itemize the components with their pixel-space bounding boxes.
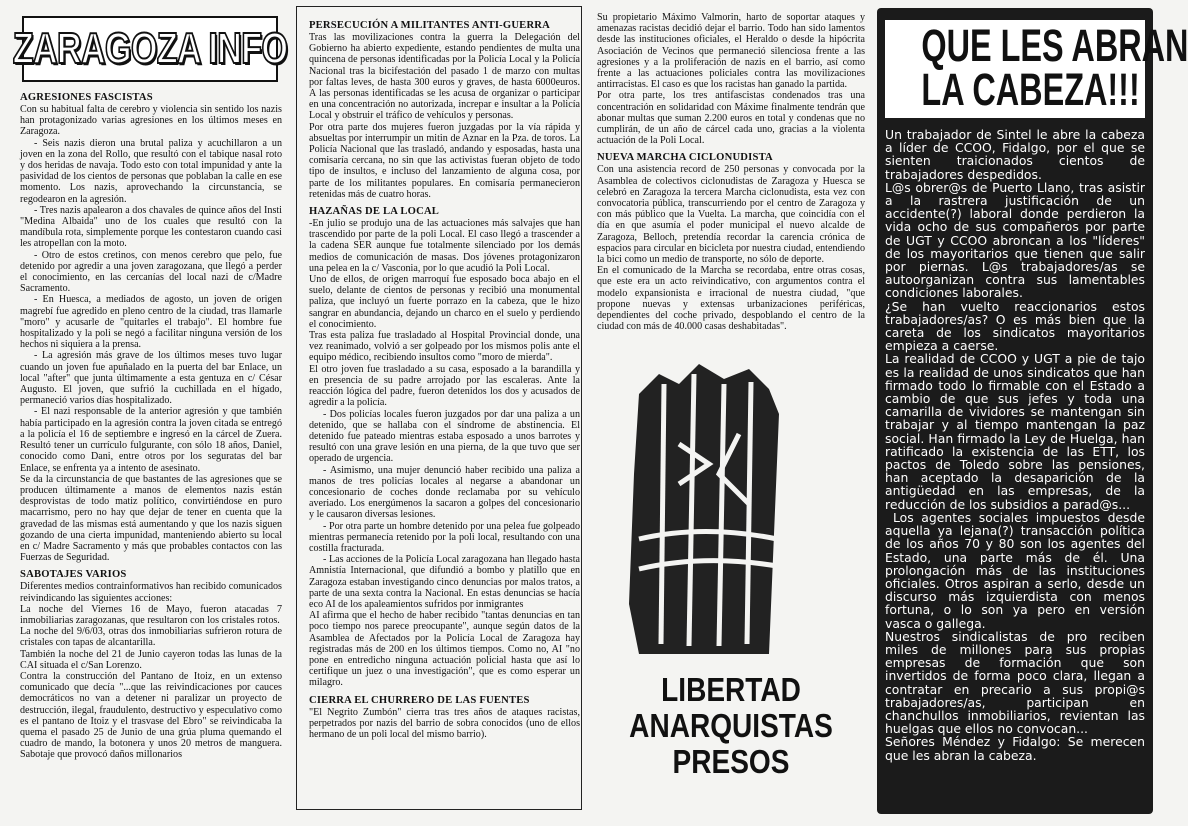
article-paragraph: - Tres nazis apalearon a dos chavales de quince años del Insti "Medina Albaida" uno de los cuales que resultó con la mandíbula rota, simplemente porque les contestaron cuando casi les atropellan con la moto. [20,204,282,250]
article-paragraph: - Otro de estos cretinos, con menos cerebro que pelo, fue detenido por agredir a una joven zaragozana, que llegó a perder el conocimiento, en las cercanías del local nazi de c/Madre Sacramento. [20,249,282,295]
article-paragraph: Tras las movilizaciones contra la guerra la Delegación del Gobierno ha abierto expediente, estando pendientes de multa una quincena de personas identificadas por la Policía Local y la Policía Nacional tras la bicifestación del pasado 1 de marzo con multas por faltas leves, de hasta 300 euros y graves, de hasta 6000euros. A las personas identificadas se les acusa de organizar o participar en una concentración no autorizada, increpar e insultar a la Policía Local y obstruir el tráfico de vehículos y personas. [309,32,580,122]
article-paragraph: - El nazi responsable de la anterior agresión y que también había participado en la agresión contra la joven citada se entregó a la policía el 16 de septiembre e ingresó en la cárcel de Zuera. Resultó tener un currículo fulgurante, con sólo 18 años, Daniel, conocido como Dani, entre otros por los seguratas del bar Enlace, se enfrenta ya a intento de asesinato. [20,406,282,474]
opinion-title-line-2: LA CABEZA!!! [921,64,1140,115]
column-right-body [597,12,865,332]
article-paragraph: - La agresión más grave de los últimos meses tuvo lugar cuando un joven fue apuñalado en la puerta del bar Enlace, un local "after" que junta últimamente a esta gentuza en c/ César Augusto. El joven, que sufrió la cuchillada en el hígado, permaneció varios días hospitalizado. [20,350,282,407]
article-paragraph: Por otra parte dos mujeres fueron juzgadas por la vía rápida y absueltas por interrumpir un mitin de Aznar en la Pza. de toros. La Policía Nacional que las trasladó, andando y esposadas, hasta una comisaría cercana, no sin que las activistas fueran objeto de todo tipo de insultos, e incluso del lanzamiento de alguna cosa, por parte de los militantes populares. En comisaría permanecieron retenidas más de cuatro horas. [309,121,580,200]
column-right-text [593,0,871,826]
section-heading: PERSECUCIÓN A MILITANTES ANTI-GUERRA [309,20,550,31]
masthead [12,16,288,82]
article-paragraph: - En Huesca, a mediados de agosto, un joven de origen magrebí fue agredido en pleno centro de la ciudad, tras llamarle "moro" y acusarle de "quitarles el trabajo". El hombre fue hospitalizado y la poli se negó a facilitar ninguna versión de los hechos ni siquiera a la prensa. [20,294,282,351]
article-paragraph: Con una asistencia record de 250 personas y convocada por la Asamblea de colectivos ciclonudistas de Zaragoza y Huesca se celebró en Zaragoza la tercera Marcha ciclonudista, esta vez con convocatoria pública, transcurriendo por el centro de Zaragoza y con más público que la Vuelta. La marcha, que coincidía con el día en que asumía el poder municipal el nuevo alcalde de Zaragoza, Belloch, pretendía recordar la carencia crónica de espacios para circular en bicicleta por nuestra ciudad, entendiendo la bici como un medio de transporte, no sólo de deporte. [597,164,865,266]
article-paragraph: Contra la construcción del Pantano de Itoiz, en un extenso comunicado que decía "...que las reivindicaciones por cauces democráticos no van a detener ni paralizar un proyecto de destrucción, ilegal, fraudulento, destructivo y especulativo como es el pantano de Itoiz y el trasvase del Ebro" se reivindicaba la quema el pasado 25 de Junio de una grúa pluma quemando el cuadro de mando, la botonera y unos 20 metros de manguera. Sabotaje que provocó daños millonarios [20,670,282,761]
article-paragraph: "El Negrito Zumbón" cierra tras tres años de ataques racistas, perpetrados por nazis del barrio de sobra conocidos (uno de ellos hermano de un poli local del mismo barrio). [309,706,580,740]
section-heading: AGRESIONES FASCISTAS [20,92,153,103]
masthead-title: ZARAGOZA INFO [12,24,288,73]
article-paragraph: - Seis nazis dieron una brutal paliza y acuchillaron a un joven en la zona del Rollo, que resultó con el tabique nasal roto y dos heridas de navaja. Todo esto con total impunidad y ante la pasividad de los cientos de personas que poblaban la calle en ese momento. Los nazis, aprovechando la circunstancia, se regodearon en la agresión. [20,137,282,205]
article-paragraph: AI afirma que el hecho de haber recibido "tantas denuncias en tan poco tiempo nos parece preocupante", aunque según datos de la Asamblea de Afectados por la Policía Local de Zaragoza hay registradas más de 200 en los últimos tiempos. Como no, AI "no pone en entredicho ninguna actuación policial hasta que así lo certifique un juez o una investigación", que es como esperar un milagro. [309,610,580,689]
article-paragraph: Uno de ellos, de origen marroquí fue esposado boca abajo en el suelo, delante de cientos de personas y recibió una monumental paliza, que incluyó un fuerte porrazo en la cabeza, que le hizo sangrar en abundancia, dejando un charco en el suelo y perdiendo el conocimiento. [309,274,580,330]
article-paragraph: El otro joven fue trasladado a su casa, esposado a la barandilla y en presencia de su padre arrojado por las escaleras. Ante la reacción lógica del padre, fueron detenidos los dos y acusados de agredir a la policía. [309,363,580,409]
column-left [0,0,290,826]
opinion-paragraph: Un trabajador de Sintel le abre la cabeza a líder de CCOO, Fidalgo, por el que se sienten traicionados cientos de trabajadores despedidos. [885,127,1145,182]
article-paragraph: Tras esta paliza fue trasladado al Hospital Provincial donde, una vez reanimado, volvió a ser golpeado por los mismos polis ante el equipo médico, recibiendo insultos como "moro de mierda". [309,330,580,364]
article-paragraph: Por otra parte, los tres antifascistas condenados tras una concentración en solidaridad con Máxime finalmente tendrán que abonar multas que suman 2.200 euros en total y condenas que no cumplirán, de un año de cárcel cada uno, gracias a la violenta actuación de la Poli Local. [597,90,865,147]
slogan-line-2: ANARQUISTAS [629,707,833,745]
opinion-paragraph: ¿Se han vuelto reaccionarios estos trabajadores/as? O es más bien que la careta de los sindicatos mayoritarios empieza a caerse. [885,298,1145,354]
article-paragraph: - Las acciones de la Policía Local zaragozana han llegado hasta Amnistía Internacional, que difundió a bombo y platillo que en Zaragoza estaban investigando cinco denuncias por malos tratos, a parte de una sexta contra la Nacional. En estas denuncias se hacía eco AI de los apaleamientos sufridos por inmigrantes [309,554,580,610]
opinion-paragraph: La realidad de CCOO y UGT a pie de tajo es la realidad de unos sindicatos que han firmado todo lo firmable con el Estado a cambio de que sus jefes y toda una camarilla de vividores se mantengan sin trabajar y al tiempo mantengan la paz social. Han firmado la Ley de Huelga, han ratificado la existencia de las ETT, los pactos de Toledo sobre las pensiones, han aceptado la desaparición de la antigüedad en las empresas, de la reducción de los subsidios a parad@s... [885,351,1145,512]
opinion-paragraph: L@s obrer@s de Puerto Llano, tras asistir a la rastrera justificación de un accidente(?) laboral donde perdieron la vida ocho de sus compañeros por parte de UGT y CCOO abroncan a los "líderes" de los mayoritarios que tienen que salir por piernas. L@s trabajadores/as se autoorganizan contra sus lamentables condiciones laborales. [885,179,1145,301]
slogan-line-1: LIBERTAD [661,671,801,709]
opinion-body [885,128,1145,762]
article-paragraph: Con su habitual falta de cerebro y violencia sin sentido los nazis han protagonizado varias agresiones en los últimos meses en Zaragoza. [20,104,282,138]
section-heading: SABOTAJES VARIOS [20,569,127,581]
article-paragraph: En el comunicado de la Marcha se recordaba, entre otras cosas, que este era un acto reivindicativo, con argumentos contra el modelo expansionista e irracional de nuestra ciudad, "que propone nuevas y extensas urbanizaciones periféricas, dependientes del coche privado, despoblando el centro de la ciudad con más de 40.000 casas deshabitadas". [597,265,865,333]
prison-bars-graphic [619,354,789,664]
article-paragraph: Diferentes medios contrainformativos han recibido comunicados reivindicando las siguientes acciones: [20,581,282,604]
article-paragraph: - Asimismo, una mujer denunció haber recibido una paliza a manos de tres policías locales al negarse a abandonar un concesionario de coches donde reclamaba por su vehículo averiado. Los energúmenos la sacaron a golpes del concesionario y le causaron diversas lesiones. [309,464,580,521]
prison-bars-image [619,354,789,664]
article-paragraph: - Dos policías locales fueron juzgados por dar una paliza a un detenido, que se hallaba con el síndrome de abstinencia. El detenido fue pateado mientras estaba esposado a unos barrotes y resultó con una grave lesión en una pierna, de la que tuvo que ser operado de urgencia. [309,408,580,465]
article-paragraph: Su propietario Máximo Valmorin, harto de soportar ataques y amenazas racistas decidió dejar el barrio. Todo han sido lamentos desde las instituciones oficiales, el Heraldo o desde la hipócrita Asociación de Vecinos que permaneció silenciosa frente a las agresiones y a la proliferación de nazis en el barrio, así como frente a las actuaciones policiales contra las movilizaciones antirracistas. El caso es que los racistas han ganado la partida. [597,12,865,91]
article-paragraph: También la noche del 21 de Junio cayeron todas las lunas de la CAI situada el c/San Lorenzo. [20,648,282,671]
article-paragraph: La noche del 9/6/03, otras dos inmobiliarias sufrieron rotura de cristales con tapas de alcantarilla. [20,626,282,649]
column-left-body [20,92,282,761]
slogan-line-3: PRESOS [672,743,790,781]
poster-slogan [597,672,865,780]
opinion-paragraph: Señores Méndez y Fidalgo: Se merecen que les abran la cabeza. [885,734,1145,763]
section-heading: CIERRA EL CHURRERO DE LAS FUENTES [309,694,530,706]
section-heading: NUEVA MARCHA CICLONUDISTA [597,152,773,164]
column-opinion [877,8,1188,814]
opinion-paragraph: Nuestros sindicalistas de pro reciben miles de millones para sus propias empresas de formación que son invertidos de forma poco clara, llegan a contratar en precario a sus propi@s trabajadores/as, participan en chanchullos inmobiliarios, revientan las huelgas que ellos no convocan... [885,628,1145,737]
opinion-title-line-1: QUE LES ABRAN [921,20,1188,71]
column-center [303,0,580,806]
opinion-paragraph: Los agentes sociales impuestos desde aquella ya lejana(?) transacción política de los años 70 y 80 son los agentes del Estado, una parte más de él. Una prolongación más de las instituciones oficiales. Otros aspiran a serlo, desde un discurso más izquierdista con menos fortuna, o lo son ya pero en versión vasca o gallega. [885,509,1145,631]
column-center-body [309,20,580,740]
article-paragraph: Se da la circunstancia de que bastantes de las agresiones que se producen últimamente a manos de elementos nazis están desprovistas de todo matiz político, convirtiéndose en puro macarrismo, pero no hay que dejar de tener en cuenta que la gravedad de las mismas está aumentando y que los nazis siguen gozando de una cierta impunidad, manteniendo abierto su local en c/ Madre Sacramento y más que probables contactos con las Fuerzas de Seguridad. [20,473,282,564]
article-paragraph: -En julio se produjo una de las actuaciones más salvajes que han trascendido por parte de la poli Local. El caso llegó a trascender a la cadena SER aunque fue totalmente silenciado por los demás medios de comunicación de masas. Dos jóvenes protagonizaron una pelea en la c/ Vasconia, por lo que acudió la Poli Local. [309,218,580,274]
article-paragraph: La noche del Viernes 16 de Mayo, fueron atacadas 7 inmobiliarias zaragozanas, que resultaron con los cristales rotos. [20,603,282,626]
opinion-title-box [885,20,1188,118]
article-paragraph: - Por otra parte un hombre detenido por una pelea fue golpeado mientras permanecía retenido por la poli local, resultando con una costilla fracturada. [309,520,580,554]
section-heading: HAZAÑAS DE LA LOCAL [309,206,440,218]
